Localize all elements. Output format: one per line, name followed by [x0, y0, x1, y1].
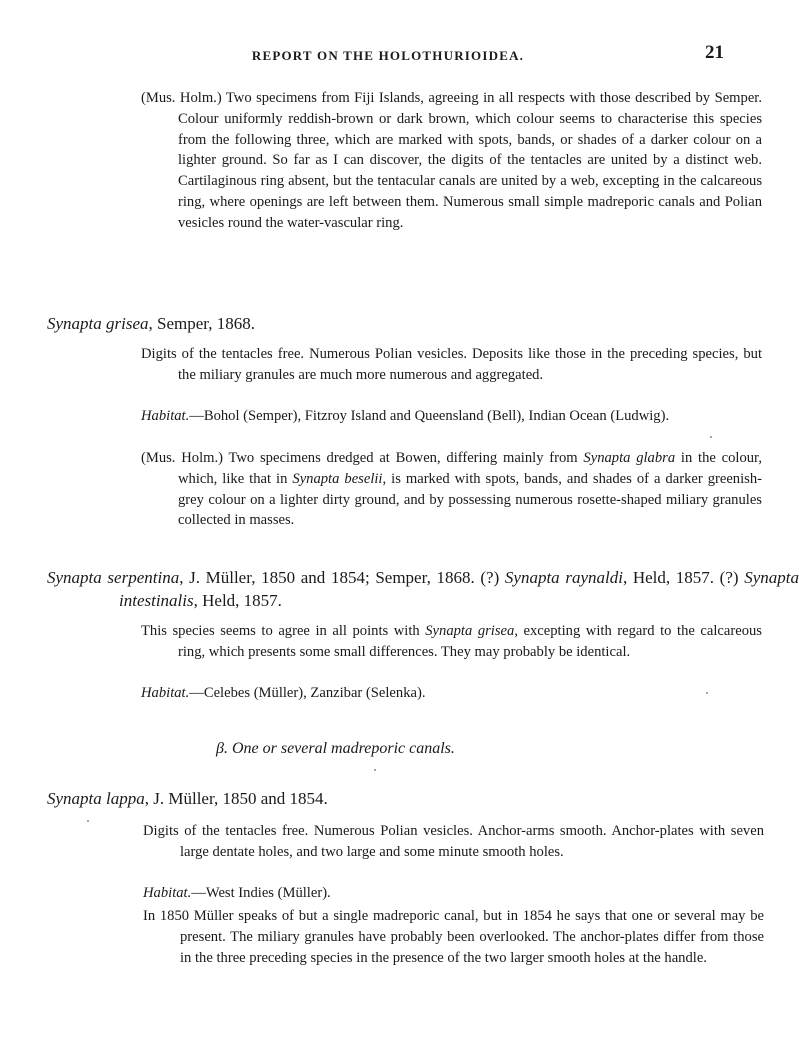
page-header	[0, 42, 776, 66]
scan-speck	[87, 820, 89, 822]
species-heading-serpentina	[47, 566, 799, 612]
lappa-description-paragraph: Digits of the tentacles free. Numerous Polian vesicles. Anchor-arms smooth. Anchor-plates with seven large dentate holes, and two large and some minute smooth holes.	[143, 823, 764, 860]
habitat-text: —Bohol (Semper), Fitzroy Island and Queensland (Bell), Indian Ocean (Ludwig).	[189, 408, 670, 424]
species-authority: , J. Müller, 1850 and 1854; Semper, 1868. (?)	[179, 568, 505, 587]
grisea-description-paragraph: Digits of the tentacles free. Numerous Polian vesicles. Deposits like those in the preceding species, but the miliary granules are much more numerous and aggregated.	[141, 346, 762, 383]
synonym-name: Synapta raynaldi	[504, 568, 623, 587]
species-heading-lappa	[47, 787, 727, 810]
text-run: in the colour, which, like that in	[178, 450, 762, 487]
habitat-label: Habitat.	[143, 885, 192, 901]
text-run: (Mus. Holm.) Two specimens dredged at Bowen, differing mainly from	[141, 450, 584, 466]
synonym-authority: , Held, 1857.	[193, 591, 282, 610]
serpentina-habitat-paragraph	[141, 683, 762, 704]
page-number: 21	[705, 42, 724, 63]
species-authority: , J. Müller, 1850 and 1854.	[144, 789, 328, 808]
text-run: , is marked with spots, bands, and shades of a darker greenish-grey colour on a lighter dirty ground, and by possessing numerous rosette-shaped miliary granules collected in masses.	[178, 470, 762, 529]
serpentina-description-paragraph	[141, 621, 762, 663]
scan-speck	[710, 436, 712, 438]
text-run: This species seems to agree in all points with	[141, 623, 426, 639]
habitat-text: —Celebes (Müller), Zanzibar (Selenka).	[189, 685, 426, 701]
species-reference: Synapta glabra	[583, 450, 676, 466]
synonym-name: Synapta intestinalis	[119, 568, 799, 610]
running-title: REPORT ON THE HOLOTHURIOIDEA.	[251, 48, 525, 63]
scan-speck	[374, 769, 376, 771]
text-run: , excepting with regard to the calcareous ring, which presents some small differences. They may probably be identical.	[178, 623, 762, 660]
habitat-text: —West Indies (Müller).	[191, 885, 331, 901]
lappa-habitat-paragraph	[143, 883, 727, 904]
lappa-notes-paragraph: In 1850 Müller speaks of but a single madreporic canal, but in 1854 he says that one or several may be present. The miliary granules have probably been overlooked. The anchor-plates differ from those in the three preceding species in the presence of the two larger smooth holes at the handle.	[143, 908, 764, 966]
synonym-authority: , Held, 1857. (?)	[622, 568, 745, 587]
species-name: Synapta lappa	[47, 789, 145, 808]
species-name: Synapta grisea	[47, 314, 149, 333]
species-reference: Synapta grisea	[425, 623, 515, 639]
habitat-label: Habitat.	[141, 408, 190, 424]
species-authority: , Semper, 1868.	[148, 314, 256, 333]
habitat-label: Habitat.	[141, 685, 190, 701]
scan-speck	[706, 692, 708, 694]
grisea-bowen-paragraph	[141, 448, 762, 531]
grisea-habitat-paragraph	[141, 406, 762, 427]
species-heading-grisea	[47, 312, 727, 335]
section-subheading: β. One or several madreporic canals.	[216, 740, 455, 757]
species-name: Synapta serpentina	[47, 568, 180, 587]
species-reference: Synapta beselii	[292, 470, 383, 487]
fiji-specimens-paragraph: (Mus. Holm.) Two specimens from Fiji Islands, agreeing in all respects with those described by Semper. Colour uniformly reddish-brown or dark brown, which colour seems to characterise this species from the following three, which are marked with spots, bands, or shades of a darker colour on a lighter ground. So far as I can discover, the digits of the tentacles are united by a distinct web. Cartilaginous ring absent, but the tentacular canals are united by a web, excepting in the calcareous ring, where openings are left between them. Numerous small simple madreporic canals and Polian vesicles round the water-vascular ring.	[141, 90, 762, 231]
